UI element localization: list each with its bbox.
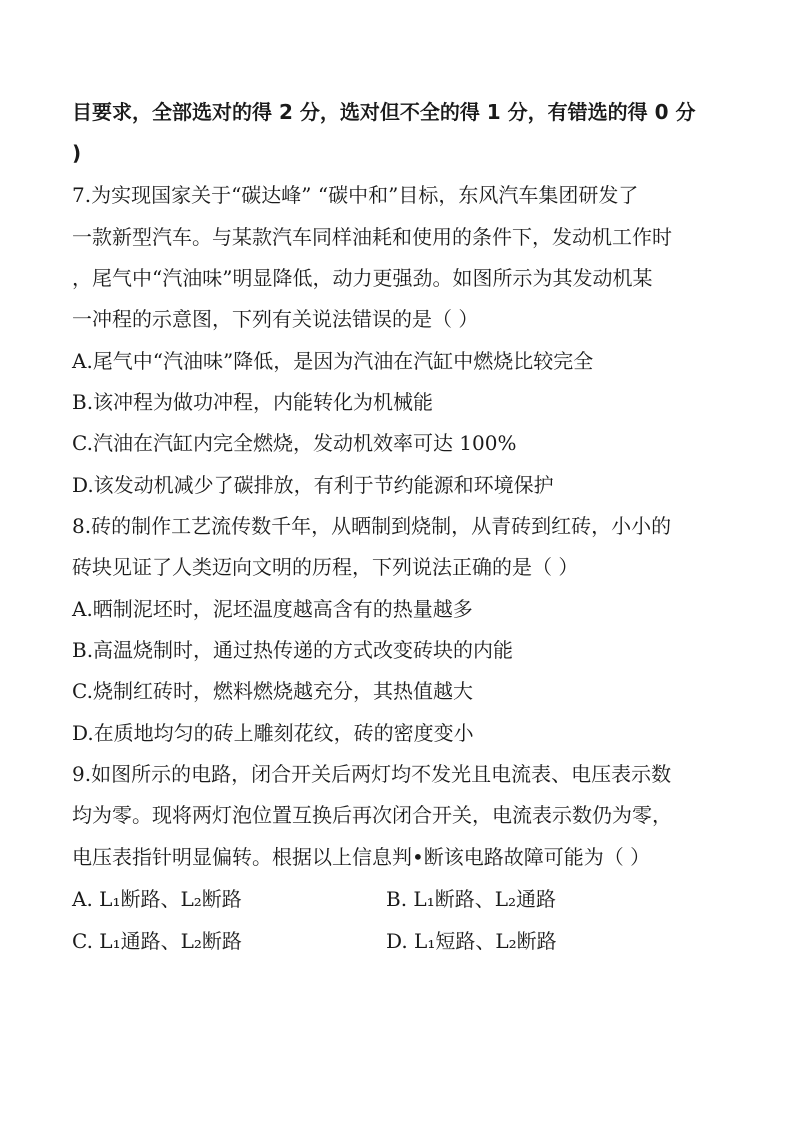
q7-option-c: C.汽油在汽缸内完全燃烧，发动机效率可达 100% bbox=[72, 431, 517, 455]
q8-stem-line: 8.砖的制作工艺流传数千年，从晒制到烧制，从青砖到红砖，小小的 bbox=[72, 514, 672, 538]
q7-stem-line: 一款新型汽车。与某款汽车同样油耗和使用的条件下，发动机工作时 bbox=[72, 225, 672, 249]
q8-option-b: B.高温烧制时，通过热传递的方式改变砖块的内能 bbox=[72, 638, 514, 662]
instruction-line-cont: ) bbox=[72, 141, 82, 165]
q9-stem-line: 9.如图所示的电路，闭合开关后两灯均不发光且电流表、电压表示数 bbox=[72, 762, 672, 786]
q9-option-c: C. L₁通路、L₂断路 bbox=[72, 929, 242, 953]
q8-option-a: A.晒制泥坯时，泥坯温度越高含有的热量越多 bbox=[72, 597, 473, 621]
q9-option-b: B. L₁断路、L₂通路 bbox=[386, 887, 557, 911]
q9-stem-line: 电压表指针明显偏转。根据以上信息判•断该电路故障可能为（ ） bbox=[72, 845, 651, 869]
q7-option-b: B.该冲程为做功冲程，内能转化为机械能 bbox=[72, 390, 434, 414]
instruction-line: 目要求，全部选对的得 2 分，选对但不全的得 1 分，有错选的得 0 分 bbox=[72, 100, 696, 124]
q8-option-d: D.在质地均匀的砖上雕刻花纹，砖的密度变小 bbox=[72, 721, 474, 745]
q9-option-a: A. L₁断路、L₂断路 bbox=[72, 887, 242, 911]
q9-option-d: D. L₁短路、L₂断路 bbox=[386, 929, 557, 953]
q9-stem-line: 均为零。现将两灯泡位置互换后再次闭合开关，电流表示数仍为零， bbox=[72, 803, 672, 827]
q7-stem-line: 7.为实现国家关于“碳达峰” “碳中和”目标，东风汽车集团研发了 bbox=[72, 183, 639, 207]
q7-stem-line: ，尾气中“汽油味”明显降低，动力更强劲。如图所示为其发动机某 bbox=[72, 266, 653, 290]
q8-option-c: C.烧制红砖时，燃料燃烧越充分，其热值越大 bbox=[72, 679, 473, 703]
q7-option-a: A.尾气中“汽油味”降低，是因为汽油在汽缸中燃烧比较完全 bbox=[72, 349, 594, 373]
q7-stem-line: 一冲程的示意图，下列有关说法错误的是（ ） bbox=[72, 307, 479, 331]
q7-option-d: D.该发动机减少了碳排放，有利于节约能源和环境保护 bbox=[72, 473, 554, 497]
q8-stem-line: 砖块见证了人类迈向文明的历程，下列说法正确的是（ ） bbox=[72, 555, 579, 579]
